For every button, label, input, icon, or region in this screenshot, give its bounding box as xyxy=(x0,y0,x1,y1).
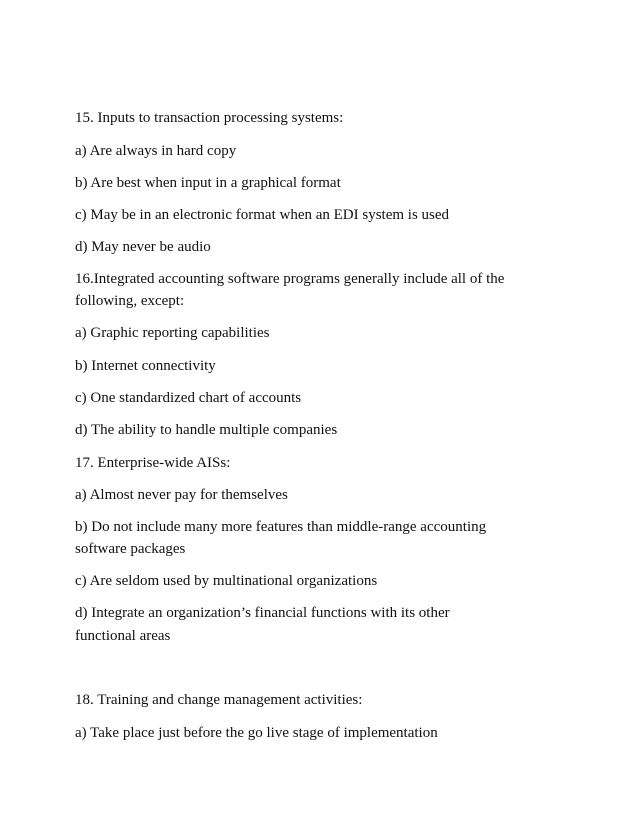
question-15-option-b: b) Are best when input in a graphical format xyxy=(75,175,341,191)
question-16-option-a: a) Graphic reporting capabilities xyxy=(75,325,270,341)
question-15-option-a: a) Are always in hard copy xyxy=(75,143,237,159)
question-17-option-d-line-1: d) Integrate an organization’s financial functions with its other xyxy=(75,605,450,621)
question-15-option-d: d) May never be audio xyxy=(75,239,211,255)
question-17-stem: 17. Enterprise-wide AISs: xyxy=(75,455,231,471)
question-15-option-c: c) May be in an electronic format when an EDI system is used xyxy=(75,207,450,223)
question-17-option-c: c) Are seldom used by multinational organizations xyxy=(75,573,378,589)
question-18-stem: 18. Training and change management activities: xyxy=(75,692,363,708)
question-15-stem: 15. Inputs to transaction processing systems: xyxy=(75,110,344,126)
question-16-stem-line-2: following, except: xyxy=(75,293,185,309)
question-16-stem-line-1: 16.Integrated accounting software programs generally include all of the xyxy=(75,271,505,287)
question-17-option-b-line-1: b) Do not include many more features than middle-range accounting xyxy=(75,519,487,535)
question-17-option-d-line-2: functional areas xyxy=(75,628,171,644)
question-17-option-a: a) Almost never pay for themselves xyxy=(75,487,288,503)
question-17-option-b-line-2: software packages xyxy=(75,541,186,557)
question-18-option-a: a) Take place just before the go live stage of implementation xyxy=(75,725,438,741)
question-16-option-c: c) One standardized chart of accounts xyxy=(75,390,302,406)
question-16-option-d: d) The ability to handle multiple companies xyxy=(75,422,338,438)
question-16-option-b: b) Internet connectivity xyxy=(75,358,216,374)
